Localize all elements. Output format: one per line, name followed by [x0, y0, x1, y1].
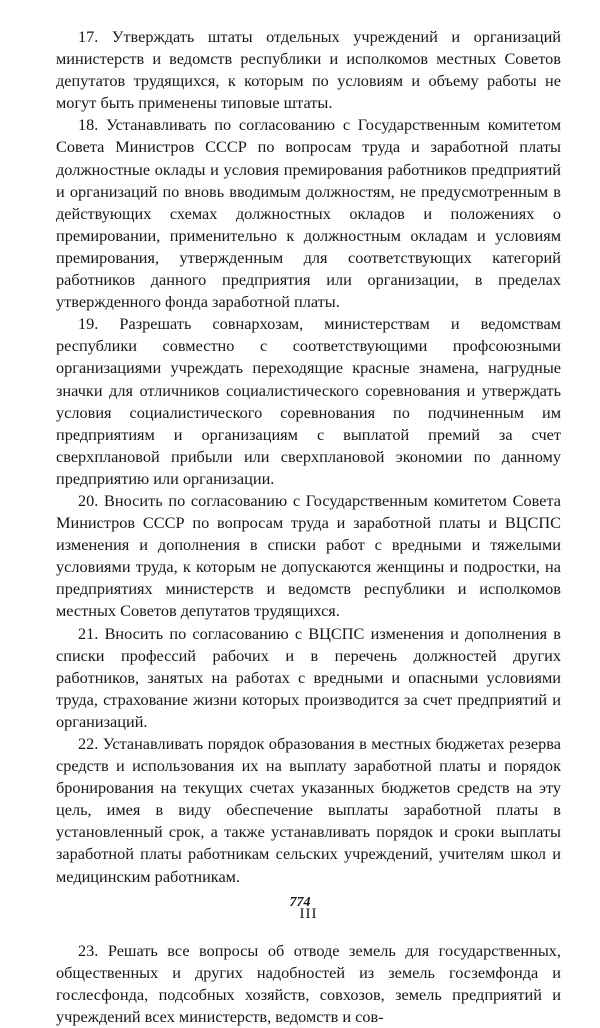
paragraph-21: 21. Вносить по согласованию с ВЦСПС изменения и дополнения в списки профессий рабочих и в перечень должностей других работников, занятых на работах с вредными и опасными условиями труда, страхование жизни которых производится за счет предприятий и организаций.	[56, 623, 561, 731]
paragraph-18: 18. Устанавливать по согласованию с Государственным комитетом Совета Министров СССР по вопросам труда и заработной платы должностные оклады и условия премирования работников предприятий и организаций по вновь вводимым должностям, не предусмотренным в действующих схемах должностных окладов и положениях о премировании, применительно к должностным окладам и условиям премирования, утвержденным для соответствующих категорий работников данного предприятия или организации, в пределах утвержденного фонда заработной платы.	[56, 115, 561, 312]
page-number: 774	[289, 895, 311, 910]
document-page	[56, 26, 561, 1028]
paragraph-22: 22. Устанавливать порядок образования в местных бюджетах резерва средств и использования их на выплату заработной платы и порядок бронирования на текущих счетах указанных бюджетов средств на эту цель, имея в виду обеспечение выплаты заработной платы в установленный срок, а также устанавливать порядок и сроки выплаты заработной платы работникам сельских учреждений, учителям школ и медицинским работникам.	[56, 734, 561, 886]
paragraph-17: 17. Утверждать штаты отдельных учреждений и организаций министерств и ведомств республики и исполкомов местных Советов депутатов трудящихся, к которым по условиям и объему работы не могут быть применены типовые штаты.	[56, 27, 561, 113]
section-heading: III	[299, 905, 318, 922]
paragraph-20: 20. Вносить по согласованию с Государственным комитетом Совета Министров СССР по вопросам труда и заработной платы и ВЦСПС изменения и дополнения в списки работ с вредными и тяжелыми условиями труда, к которым не допускаются женщины и подростки, на предприятиях министерств и ведомств республики и исполкомов местных Советов депутатов трудящихся.	[56, 490, 561, 621]
paragraph-19: 19. Разрешать совнархозам, министерствам и ведомствам республики совместно с соответствующими профсоюзными организациями учреждать переходящие красные знамена, нагрудные значки для отличников социалистического соревнования и утверждать условия социалистического соревнования по подчиненным им предприятиям и организациям с выплатой премий за счет сверхплановой прибыли или сверхплановой экономии по данному предприятию или организации.	[56, 314, 561, 488]
paragraph-23: 23. Решать все вопросы об отводе земель для государственных, общественных и других надобностей из земель госземфонда и гослесфонда, подсобных хозяйств, совхозов, земель предприятий и учреждений всех министерств, ведомств и сов-	[56, 940, 561, 1026]
